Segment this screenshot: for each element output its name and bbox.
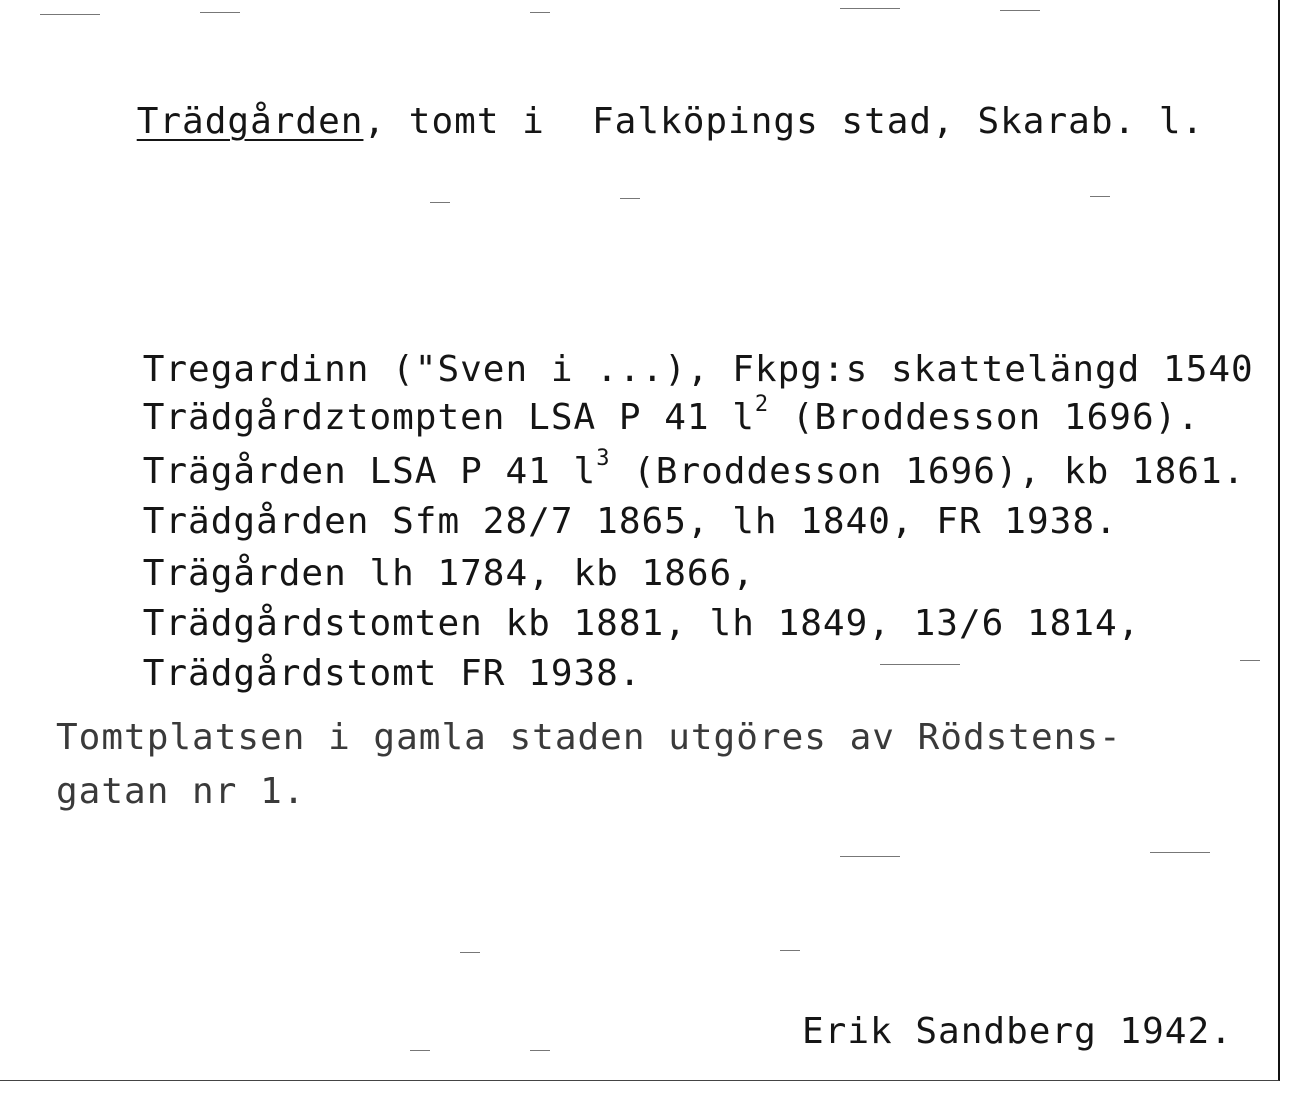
note-line-1: Tomtplatsen i gamla staden utgöres av Rödstens-: [56, 717, 1122, 758]
scan-speck: [460, 952, 480, 953]
scan-speck: [1240, 660, 1260, 661]
location: Falköpings stad, Skarab. l.: [592, 101, 1205, 142]
scan-speck: [1090, 196, 1110, 197]
scan-speck: [530, 1050, 550, 1051]
card-heading: [46, 62, 545, 182]
entry-line: Trädgårdstomten kb 1881, lh 1849, 13/6 1814,: [142, 603, 1141, 644]
scan-speck: [840, 8, 900, 9]
entry-line: Trädgårdstomt FR 1938.: [142, 653, 642, 694]
scan-speck: [1000, 10, 1040, 11]
scan-speck: [200, 12, 240, 13]
scan-speck: [410, 1050, 430, 1051]
place-name-suffix: , tomt i: [363, 101, 545, 142]
scan-speck: [780, 950, 800, 951]
scan-speck: [840, 856, 900, 857]
entry-line: Trägården lh 1784, kb 1866,: [142, 553, 755, 594]
scan-speck: [1150, 852, 1210, 853]
scan-speck: [430, 202, 450, 203]
entry-line: Trägården LSA P 41 $l^3$ (Broddesson 1696), kb 1861.: [142, 446, 1246, 492]
place-name: Trädgården: [136, 101, 364, 142]
scan-speck: [620, 198, 640, 199]
entry-line: Trädgårdztompten LSA P 41 $l^2$ (Broddesson 1696).: [142, 392, 1200, 438]
entry-line: Trädgården Sfm 28/7 1865, lh 1840, FR 1938.: [142, 501, 1118, 542]
signature: Erik Sandberg 1942.: [802, 1011, 1233, 1052]
scan-speck: [530, 12, 550, 13]
scan-speck: [880, 664, 960, 665]
note-line-2: gatan nr 1.: [56, 771, 306, 812]
entry-line: Tregardinn ("Sven i ...), Fkpg:s skattelängd 1540: [142, 349, 1254, 390]
scan-speck: [40, 14, 100, 15]
